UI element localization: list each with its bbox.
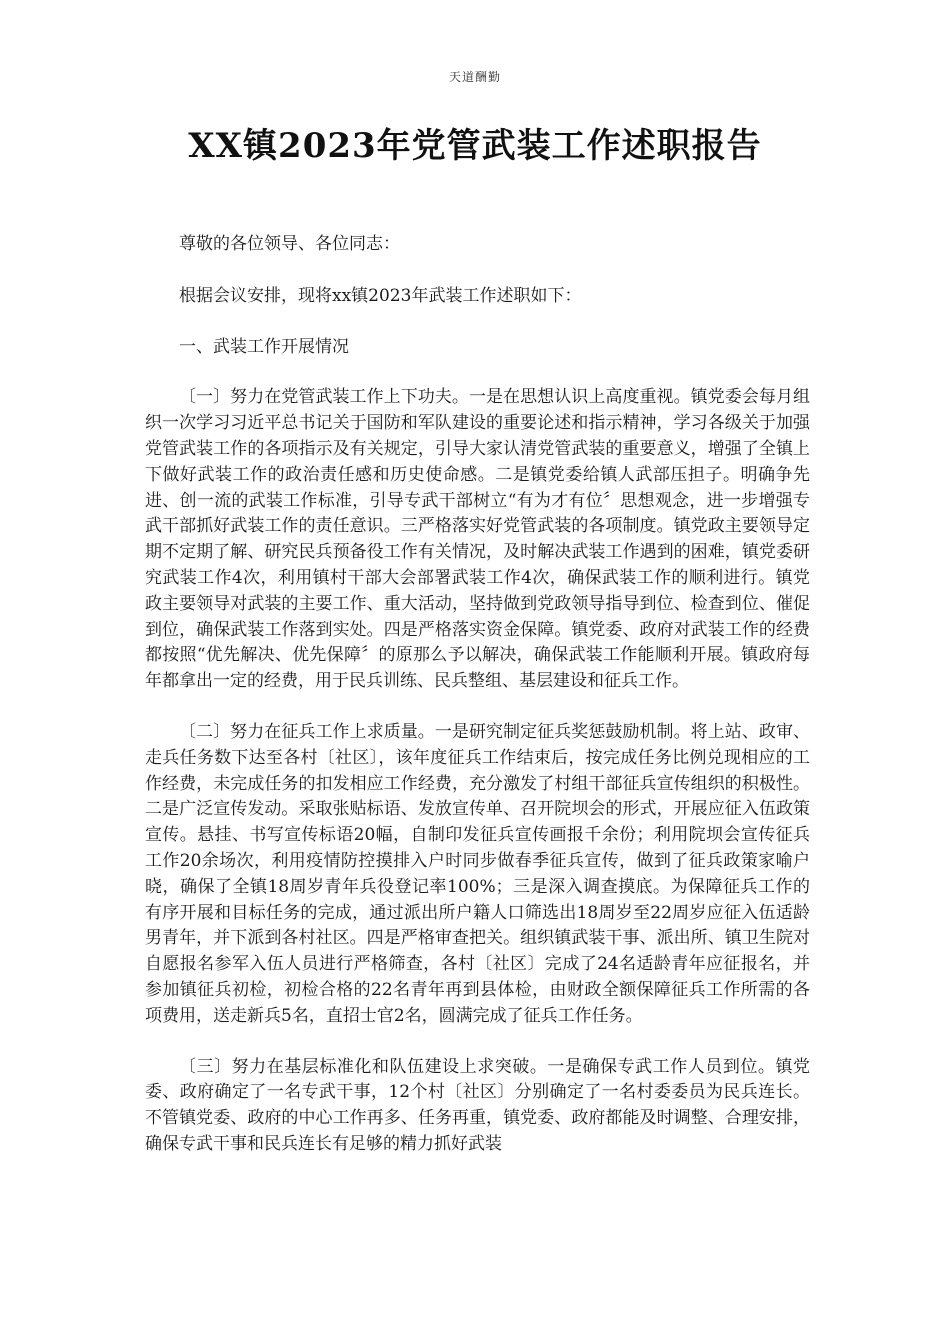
body-paragraph: 〔二〕努力在征兵工作上求质量。一是研究制定征兵奖惩鼓励机制。将上站、政审、走兵任务数下达至各村〔社区〕，该年度征兵工作结束后，按完成任务比例兑现相应的工作经费，未完成任务的扣发相应工作经费，充分激发了村组干部征兵宣传组织的积极性。二是广泛宣传发动。采取张贴标语、发放宣传单、召开院坝会的形式，开展应征入伍政策宣传。悬挂、书写宣传标语20幅，自制印发征兵宣传画报千余份；利用院坝会宣传征兵工作20余场次，利用疫情防控摸排入户时同步做春季征兵宣传，做到了征兵政策家喻户晓，确保了全镇18周岁青年兵役登记率100%；三是深入调查摸底。为保障征兵工作的有序开展和目标任务的完成，通过派出所户籍人口筛选出18周岁至22周岁应征入伍适龄男青年，并下派到各村社区。四是严格审查把关。组织镇武装干事、派出所、镇卫生院对自愿报名参军入伍人员进行严格筛查，各村〔社区〕完成了24名适龄青年应征报名，并参加镇征兵初检，初检合格的22名青年再到县体检，由财政全额保障征兵工作所需的各项费用，送走新兵5名，直招士官2名，圆满完成了征兵工作任务。 <box>145 721 810 1026</box>
document-title: XX镇2023年党管武装工作述职报告 <box>188 126 762 166</box>
greeting-paragraph: 尊敬的各位领导、各位同志： <box>179 234 400 254</box>
intro-paragraph: 根据会议安排，现将xx镇2023年武装工作述职如下： <box>179 285 582 306</box>
section-heading: 一、武装工作开展情况 <box>179 336 349 357</box>
page-header: 天道酬勤 <box>448 70 501 84</box>
body-paragraph: 〔三〕努力在基层标准化和队伍建设上求突破。一是确保专武工作人员到位。镇党委、政府确定了一名专武干事，12个村〔社区〕分别确定了一名村委委员为民兵连长。不管镇党委、政府的中心工作再多、任务再重，镇党委、政府都能及时调整、合理安排，确保专武干事和民兵连长有足够的精力抓好武装 <box>145 1056 810 1154</box>
document-body <box>145 232 810 1158</box>
body-paragraph: 〔一〕努力在党管武装工作上下功夫。一是在思想认识上高度重视。镇党委会每月组织一次学习习近平总书记关于国防和军队建设的重要论述和指示精神，学习各级关于加强党管武装工作的各项指示及有关规定，引导大家认清党管武装的重要意义，增强了全镇上下做好武装工作的政治责任感和历史使命感。二是镇党委给镇人武部压担子。明确争先进、创一流的武装工作标准，引导专武干部树立“有为才有位〞思想观念，进一步增强专武干部抓好武装工作的责任意识。三严格落实好党管武装的各项制度。镇党政主要领导定期不定期了解、研究民兵预备役工作有关情况，及时解决武装工作遇到的困难，镇党委研究武装工作4次，利用镇村干部大会部署武装工作4次，确保武装工作的顺利进行。镇党政主要领导对武装的主要工作、重大活动，坚持做到党政领导指导到位、检查到位、催促到位，确保武装工作落到实处。四是严格落实资金保障。镇党委、政府对武装工作的经费都按照“优先解决、优先保障〞的原那么予以解决，确保武装工作能顺利开展。镇政府每年都拿出一定的经费，用于民兵训练、民兵整组、基层建设和征兵工作。 <box>145 387 810 692</box>
